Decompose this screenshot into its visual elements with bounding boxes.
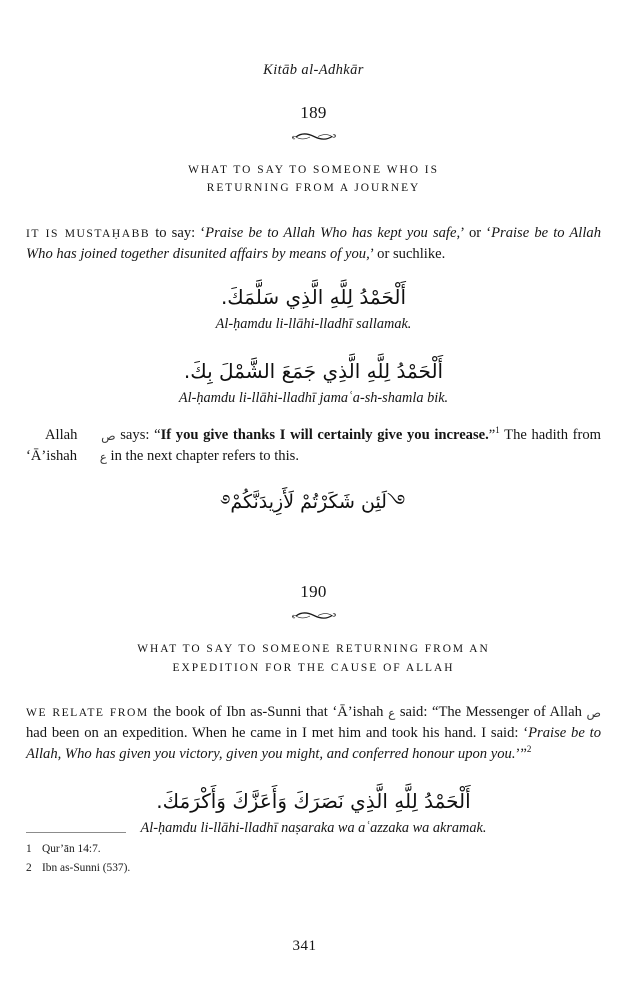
section-title-line-1: WHAT TO SAY TO SOMEONE RETURNING FROM AN — [137, 643, 490, 656]
honorific-glyph-sallallahu-alayhi-wasallam: ص — [586, 706, 601, 721]
transliteration: Al-ḥamdu li-llāhi-lladhī naṣaraka wa aʿazzaka wa akramak. — [140, 820, 487, 837]
dua-block-189-1 — [26, 281, 601, 333]
footnote-ref-2: 2 — [526, 744, 532, 755]
arabic-text: أَلْحَمْدُ لِلَّهِ الَّذِي نَصَرَكَ وَأَعَزَّكَ وَأَكْرَمَكَ. — [156, 789, 471, 814]
paragraph-189-1 — [26, 223, 601, 265]
arabic-text: أَلْحَمْدُ لِلَّهِ الَّذِي سَلَّمَكَ. — [220, 284, 407, 309]
footnote-text: Ibn as-Sunni (537). — [42, 861, 131, 874]
paragraph-189-2 — [26, 425, 601, 467]
paragraph-opening-smallcaps: WE RELATE FROM — [26, 706, 149, 720]
text-run: said: “The Messenger of Allah — [395, 704, 587, 721]
section-title-190 — [26, 640, 601, 677]
section-number-190: 190 — [300, 582, 327, 602]
footnote-separator-rule — [26, 832, 126, 833]
paragraph-opening-smallcaps: IT IS MUSTAḤABB — [26, 226, 151, 240]
text-run: Allah — [45, 426, 83, 443]
honorific-glyph-radiyallahu-anha: ع — [388, 706, 396, 721]
text-run: ” — [488, 426, 496, 443]
arabic-quran-verse: ࿓لَئِن شَكَرْتُمْ لَأَزِيدَنَّكُمْ࿔ — [221, 490, 406, 513]
section-title-189 — [26, 161, 601, 198]
text-run: the book of Ibn as-Sunni that ‘Ā’ishah — [148, 704, 389, 721]
section-title-line-2: RETURNING FROM A JOURNEY — [206, 182, 421, 195]
text-run: says: “ — [115, 426, 161, 443]
footnotes-block — [26, 832, 326, 878]
quran-quote-bold: If you give thanks I will certainly give you increase. — [160, 426, 489, 443]
footnote-item — [26, 859, 326, 878]
footnote-number: 1 — [26, 843, 32, 855]
section-number-189: 189 — [300, 103, 327, 122]
text-run: ’ or suchlike. — [369, 245, 446, 262]
swash-flourish-ornament — [290, 609, 338, 623]
section-title-line-1: WHAT TO SAY TO SOMEONE WHO IS — [188, 164, 439, 176]
quoted-phrase-2: Praise be to Allah Who has joined together disunited affairs by means of you, — [26, 224, 601, 262]
text-run: ’” — [515, 746, 527, 763]
footnote-item — [26, 840, 326, 859]
quoted-phrase-1: Praise be to Allah, Who has given you victory, given you might, and conferred honour upon you. — [26, 725, 601, 763]
text-run: ’ or ‘ — [460, 224, 492, 241]
text-run: had been on an expedition. When he came in I met him and took his hand. I said: ‘ — [26, 725, 529, 742]
transliteration: Al-ḥamdu li-llāhi-lladhī jamaʿa-sh-shamla bik. — [178, 389, 449, 406]
dua-block-189-2 — [26, 355, 601, 407]
paragraph-190-1 — [26, 702, 601, 765]
swash-flourish-ornament — [290, 130, 338, 144]
quoted-phrase-1: Praise be to Allah Who has kept you safe, — [205, 224, 461, 241]
text-run: to say: ‘ — [150, 224, 206, 241]
page-number: 341 — [292, 938, 317, 954]
footnote-number: 2 — [26, 861, 32, 874]
arabic-text: أَلْحَمْدُ لِلَّهِ الَّذِي جَمَعَ الشَّمْلَ بِكَ. — [183, 358, 444, 383]
running-head: Kitāb al-Adhkār — [263, 62, 364, 78]
text-run: in the next chapter refers to this. — [106, 447, 299, 464]
footnote-text: Qur’ān 14:7. — [42, 843, 101, 855]
quran-verse-block — [26, 487, 601, 518]
text-run: The hadith from ‘Ā’ishah — [26, 426, 602, 464]
dua-block-190-1 — [26, 785, 601, 837]
transliteration: Al-ḥamdu li-llāhi-lladhī sallamak. — [215, 315, 412, 332]
footnote-ref-1: 1 — [495, 425, 500, 436]
honorific-glyph-jalla-jalaluhu: ص — [101, 428, 116, 443]
honorific-glyph-radiyallahu-anha: ع — [99, 449, 107, 464]
section-title-line-2: EXPEDITION FOR THE CAUSE OF ALLAH — [172, 661, 455, 674]
